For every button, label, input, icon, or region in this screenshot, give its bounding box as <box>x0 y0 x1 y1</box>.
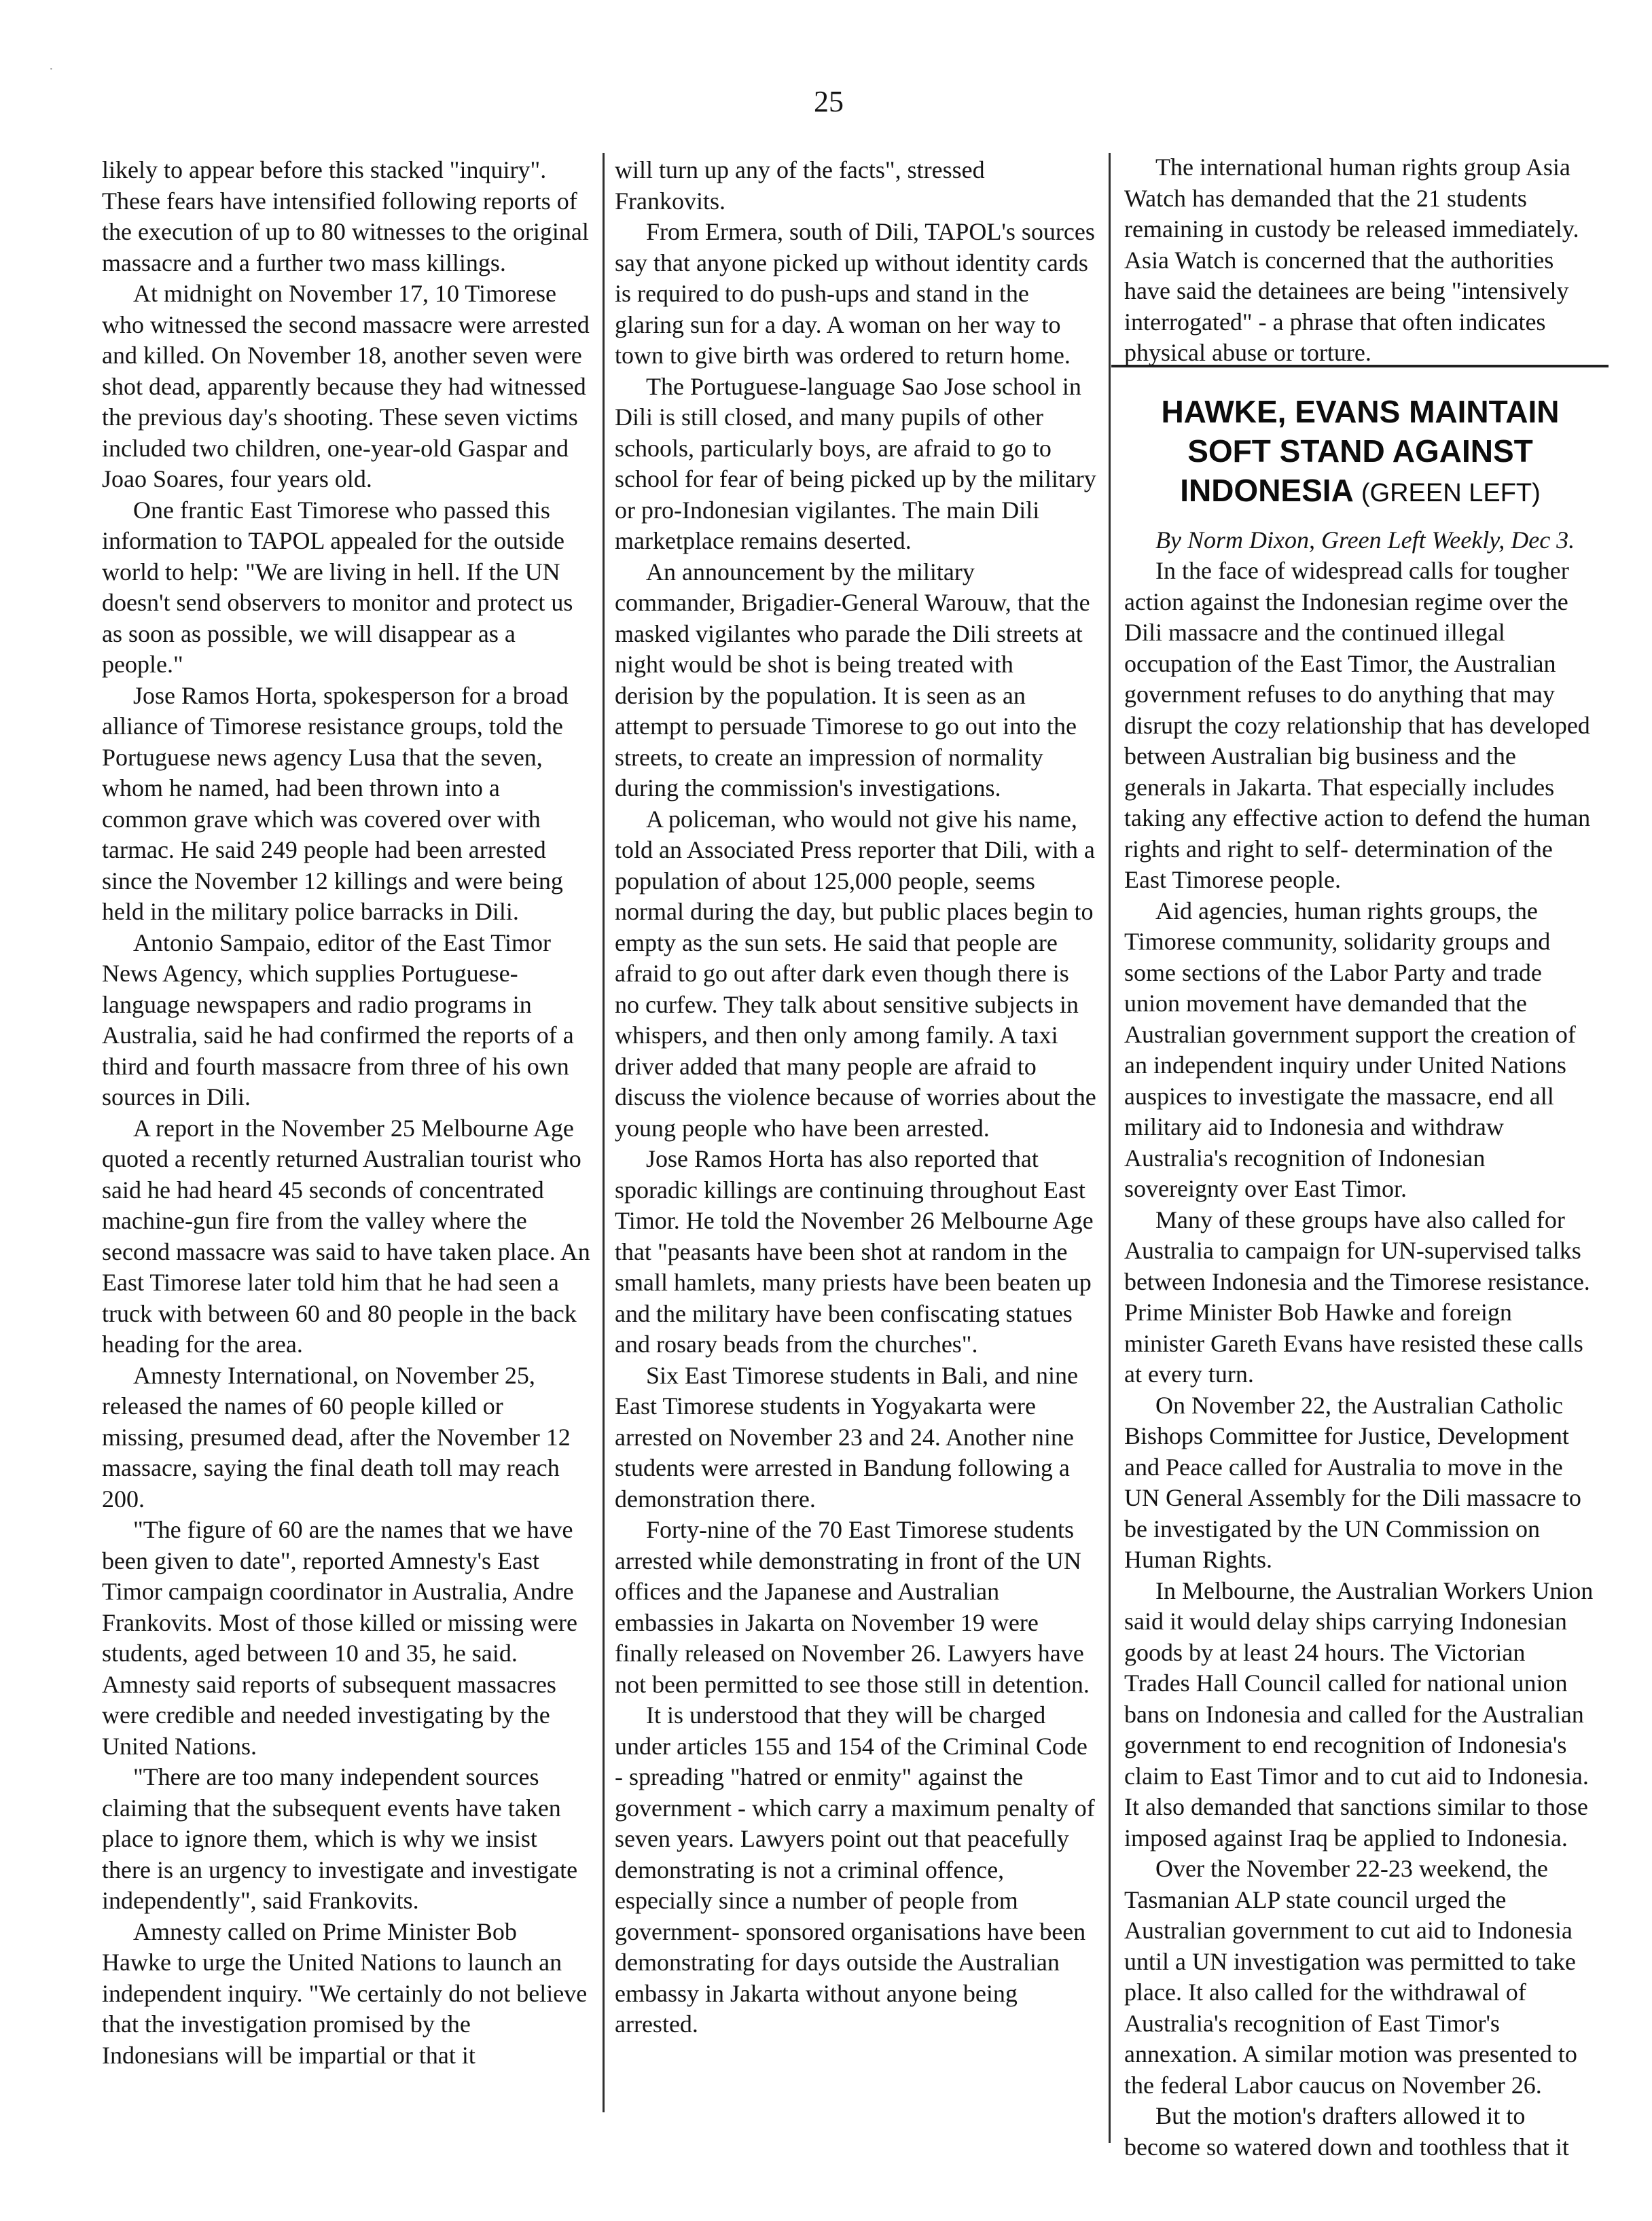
paragraph: One frantic East Timorese who passed this information to TAPOL appealed for the outside world to help: "We are living in hell. If the UN doesn't send observers to monitor and protect us as soon as possible, we will disappear as a people." <box>102 496 573 678</box>
paragraph: Jose Ramos Horta has also reported that sporadic killings are continuing throughout East Timor. He told the November 26 Melbourne Age that "peasants have been shot at random in the small hamlets, many priests have been beaten up and the military have been confiscating statues and rosary beads from the churches". <box>615 1145 1094 1358</box>
scan-speck: · <box>49 62 54 77</box>
text-column-2 <box>615 155 1097 2040</box>
paragraph: Jose Ramos Horta, spokesperson for a broad alliance of Timorese resistance groups, told the Portuguese news agency Lusa that the seven, whom he named, had been thrown into a common grave which was covered over with tarmac. He said 249 people had been arrested since the November 12 killings and were being held in the military police barracks in Dili. <box>102 681 569 925</box>
paragraph: Over the November 22-23 weekend, the Tasmanian ALP state council urged the Australian government to cut aid to Indonesia until a UN investigation was permitted to take place. It also called for the withdrawal of Australia's recognition of East Timor's annexation. A similar motion was presented to the federal Labor caucus on November 26. <box>1124 1855 1577 2099</box>
text-column-1 <box>102 155 591 2071</box>
article-headline <box>1124 392 1596 513</box>
paragraph: Six East Timorese students in Bali, and nine East Timorese students in Yogyakarta were arrested on November 23 and 24. Another nine students were arrested in Bandung following a demonstration there. <box>615 1361 1078 1513</box>
paragraph: But the motion's drafters allowed it to become so watered down and toothless that it <box>1124 2102 1569 2161</box>
paragraph: Amnesty International, on November 25, released the names of 60 people killed or missing, presumed dead, after the November 12 massacre, saying the final death toll may reach 200. <box>102 1361 571 1513</box>
paragraph: A report in the November 25 Melbourne Age quoted a recently returned Australian tourist who said he had heard 45 seconds of concentrated machine-gun fire from the valley where the second massacre was said to have taken place. An East Timorese later told him that he had seen a truck with between 60 and 80 people in the back heading for the area. <box>102 1114 590 1358</box>
paragraph: Aid agencies, human rights groups, the Timorese community, solidarity groups and some sections of the Labor Party and trade union movement have demanded that the Australian government support the creation of an independent inquiry under United Nations auspices to investigate the massacre, end all military aid to Indonesia and withdraw Australia's recognition of Indonesian sovereignty over East Timor. <box>1124 897 1576 1202</box>
paragraph: The Portuguese-language Sao Jose school in Dili is still closed, and many pupils of other schools, particularly boys, are afraid to go to school for fear of being picked up by the military or pro-Indonesian vigilantes. The main Dili marketplace remains deserted. <box>615 372 1096 554</box>
paragraph: Forty-nine of the 70 East Timorese students arrested while demonstrating in front of the UN offices and the Japanese and Australian embassies in Jakarta on November 19 were finally released on November 26. Lawyers have not been permitted to see those still in detention. <box>615 1516 1090 1698</box>
text-column-3 <box>1124 152 1596 2163</box>
paragraph: At midnight on November 17, 10 Timorese who witnessed the second massacre were arrested and killed. On November 18, another seven were shot dead, apparently because they had witnessed the previous day's shooting. These seven victims included two children, one-year-old Gaspar and Joao Soares, four years old. <box>102 280 590 492</box>
paragraph: It is understood that they will be charged under articles 155 and 154 of the Criminal Code - spreading "hatred or enmity" against the government - which carry a maximum penalty of seven years. Lawyers point out that peacefully demonstrating is not a criminal offence, especially since a number of people from government- sponsored organisations have been demonstrating for days outside the Australian embassy in Jakarta without anyone being arrested. <box>615 1701 1095 2038</box>
paragraph: In the face of widespread calls for tougher action against the Indonesian regime over the Dili massacre and the continued illegal occupation of the East Timor, the Australian government refuses to do anything that may disrupt the cozy relationship that has developed between Australian big business and the generals in Jakarta. That especially includes taking any effective action to defend the human rights and right to self- determination of the East Timorese people. <box>1124 557 1591 893</box>
paragraph: will turn up any of the facts", stressed Frankovits. <box>615 156 985 215</box>
paragraph: From Ermera, south of Dili, TAPOL's sources say that anyone picked up without identity cards is required to do push-ups and stand in the glaring sun for a day. A woman on her way to town to give birth was ordered to return home. <box>615 218 1095 369</box>
column-divider-2 <box>1109 153 1111 2143</box>
paragraph: A policeman, who would not give his name, told an Associated Press reporter that Dili, with a population of about 125,000 people, seems normal during the day, but public places begin to empty as the sun sets. He said that people are afraid to go out after dark even though there is no curfew. They talk about sensitive subjects in whispers, and then only among family. A taxi driver added that many people are afraid to discuss the violence because of worries about the young people who have been arrested. <box>615 805 1096 1142</box>
paragraph: Many of these groups have also called for Australia to campaign for UN-supervised talks between Indonesia and the Timorese resistance. Prime Minister Bob Hawke and foreign minister Gareth Evans have resisted these calls at every turn. <box>1124 1206 1590 1388</box>
paragraph: The international human rights group Asia Watch has demanded that the 21 students remaining in custody be released immediately. Asia Watch is concerned that the authorities have said the detainees are being "intensively interrogated" - a phrase that often indicates physical abuse or torture. <box>1124 154 1579 366</box>
page-number: 25 <box>814 85 844 118</box>
headline-line: SOFT STAND AGAINST <box>1187 433 1533 469</box>
paragraph: "The figure of 60 are the names that we have been given to date", reported Amnesty's East Timor campaign coordinator in Australia, Andre Frankovits. Most of those killed or missing were students, aged between 10 and 35, he said. Amnesty said reports of subsequent massacres were credible and needed investigating by the United Nations. <box>102 1516 577 1760</box>
paragraph: An announcement by the military commander, Brigadier-General Warouw, that the masked vigilantes who parade the Dili streets at night would be shot is being treated with derision by the population. It is seen as an attempt to persuade Timorese to go out into the streets, to create an impression of normality during the commission's investigations. <box>615 558 1090 801</box>
byline: By Norm Dixon, Green Left Weekly, Dec 3. <box>1155 526 1575 554</box>
paragraph: On November 22, the Australian Catholic Bishops Committee for Justice, Development and Peace called for Australia to move in the UN General Assembly for the Dili massacre to be investigated by the UN Commission on Human Rights. <box>1124 1391 1581 1573</box>
headline-line: HAWKE, EVANS MAINTAIN <box>1161 393 1560 429</box>
paragraph: Antonio Sampaio, editor of the East Timor News Agency, which supplies Portuguese-language newspapers and radio programs in Australia, said he had confirmed the reports of a third and fourth massacre from three of his own sources in Dili. <box>102 928 574 1110</box>
headline-source: (GREEN LEFT) <box>1361 478 1541 507</box>
paragraph: likely to appear before this stacked "inquiry". These fears have intensified following reports of the execution of up to 80 witnesses to the original massacre and a further two mass killings. <box>102 156 589 276</box>
paragraph: In Melbourne, the Australian Workers Union said it would delay ships carrying Indonesian goods by at least 24 hours. The Victorian Trades Hall Council called for national union bans on Indonesia and called for the Australian government to end recognition of Indonesia's claim to East Timor and to cut aid to Indonesia. It also demanded that sanctions similar to those imposed against Iraq be applied to Indonesia. <box>1124 1576 1594 1852</box>
paragraph: "There are too many independent sources claiming that the subsequent events have taken place to ignore them, which is why we insist there is an urgency to investigate and investigate independently", said Frankovits. <box>102 1763 578 1914</box>
column-divider-1 <box>603 153 605 2112</box>
headline-line: INDONESIA <box>1180 472 1353 508</box>
paragraph: Amnesty called on Prime Minister Bob Hawke to urge the United Nations to launch an independent inquiry. "We certainly do not believe that the investigation promised by the Indonesians will be impartial or that it <box>102 1917 588 2069</box>
headline-line-3 <box>1124 471 1596 513</box>
